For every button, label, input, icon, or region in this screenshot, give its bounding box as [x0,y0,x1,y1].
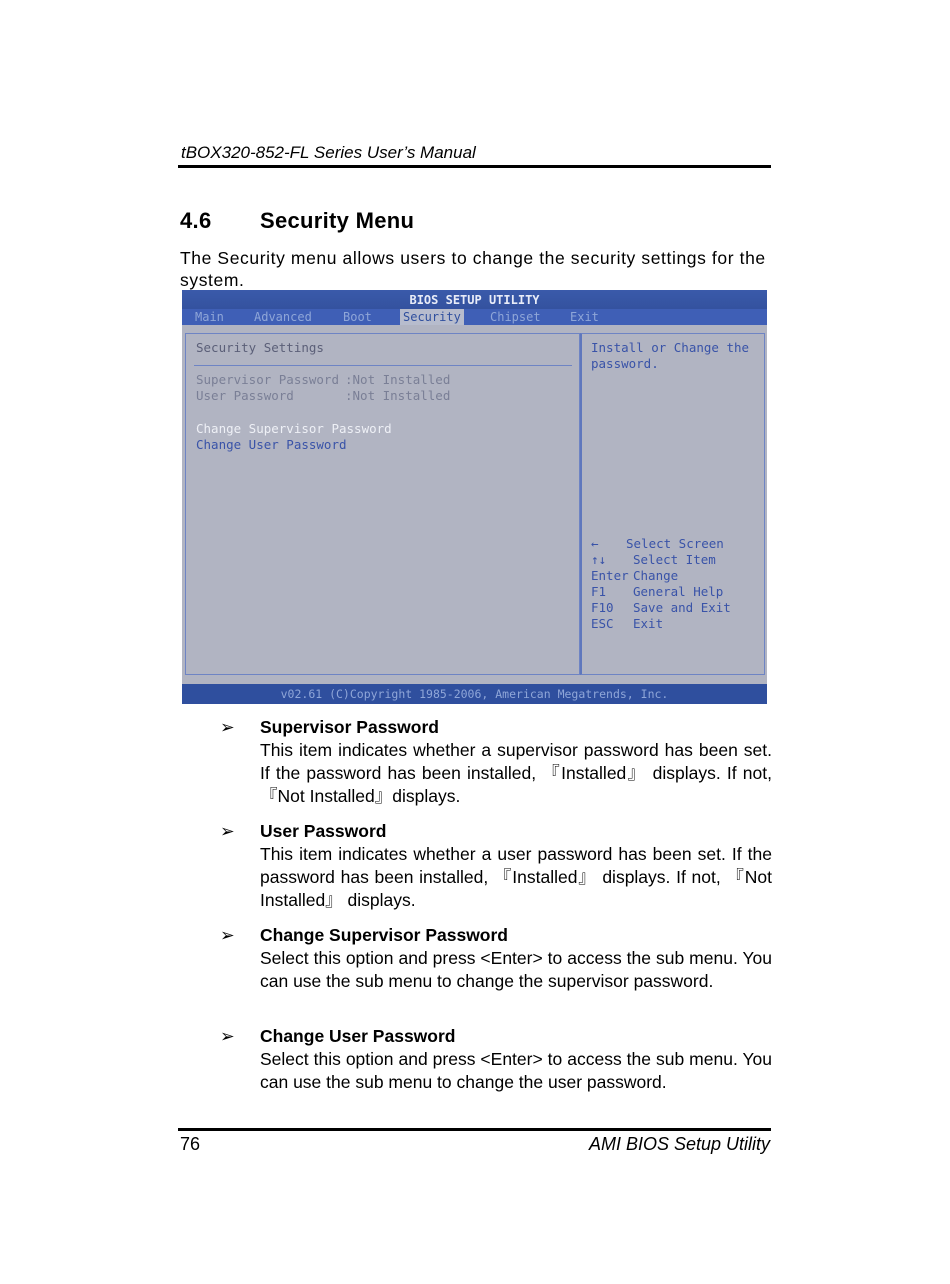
bios-option-change-user-password[interactable]: Change User Password [196,437,347,452]
intro-paragraph: The Security menu allows users to change the security settings for the system. [180,248,766,290]
bios-help-line-2: password. [591,356,659,371]
bios-tab-security[interactable]: Security [400,309,464,325]
bios-key-action-save-exit: Save and Exit [633,600,731,615]
bios-user-password-label: User Password [196,388,294,403]
bios-key-action-select-screen: Select Screen [626,536,724,551]
list-item [220,1025,772,1094]
section-number: 4.6 [180,208,212,233]
page-number: 76 [180,1134,201,1154]
list-item [220,820,772,912]
bios-heading-rule [194,365,572,366]
footer-rule [178,1128,771,1131]
item-title: User Password [260,821,387,841]
bios-title: BIOS SETUP UTILITY [182,290,767,309]
item-description: Select this option and press <Enter> to access the sub menu. You can use the sub menu to change the supervisor password. [260,948,772,991]
bios-tab-boot[interactable]: Boot [343,310,372,324]
bios-key-up-down: ↑↓ [591,552,607,567]
bios-body [182,325,767,684]
manual-title: tBOX320-852-FL Series User’s Manual [181,143,476,162]
section-title: Security Menu [260,208,415,233]
item-title: Supervisor Password [260,717,439,737]
bios-tab-advanced[interactable]: Advanced [254,310,312,324]
bios-help-line-1: Install or Change the [591,340,750,355]
bios-key-f10: F10 [591,600,614,615]
bios-key-enter: Enter [591,568,629,583]
bios-key-f1: F1 [591,584,607,599]
item-title: Change User Password [260,1026,456,1046]
item-description: This item indicates whether a supervisor password has been set. If the password has been installed, 『Installed』 displays. If not, 『Not Installed』displays. [260,740,772,806]
bullet-arrow-icon: ➢ [220,925,235,945]
bios-key-action-change: Change [633,568,679,583]
footer-title: AMI BIOS Setup Utility [588,1134,770,1154]
bios-user-password-value: :Not Installed [345,388,451,403]
bios-copyright: v02.61 (C)Copyright 1985-2006, American Megatrends, Inc. [182,684,767,704]
bios-screenshot [182,290,767,704]
bios-tab-exit[interactable]: Exit [570,310,599,324]
item-description: Select this option and press <Enter> to access the sub menu. You can use the sub menu to change the user password. [260,1049,772,1092]
item-title: Change Supervisor Password [260,925,508,945]
bios-key-left-arrow: ← [591,536,599,551]
bios-menubar [182,309,767,325]
bios-key-action-general-help: General Help [633,584,724,599]
bios-tab-chipset[interactable]: Chipset [490,310,541,324]
bios-option-change-supervisor-password[interactable]: Change Supervisor Password [196,421,392,436]
bullet-arrow-icon: ➢ [220,717,235,737]
item-description: This item indicates whether a user password has been set. If the password has been installed, 『Installed』 displays. If not, 『Not Installed』 displays. [260,844,772,910]
bios-supervisor-password-value: :Not Installed [345,372,451,387]
bios-panel-heading: Security Settings [196,340,324,355]
bios-key-action-select-item: Select Item [633,552,716,567]
bios-supervisor-password-label: Supervisor Password [196,372,339,387]
bullet-arrow-icon: ➢ [220,821,235,841]
bios-key-esc: ESC [591,616,614,631]
section-heading [180,208,414,234]
list-item [220,716,772,808]
bios-key-action-exit: Exit [633,616,664,631]
list-item [220,924,772,993]
bullet-arrow-icon: ➢ [220,1026,235,1046]
bios-settings-panel [185,333,580,675]
header-rule [178,165,771,168]
bios-tab-main[interactable]: Main [195,310,224,324]
bios-help-panel [580,333,765,675]
